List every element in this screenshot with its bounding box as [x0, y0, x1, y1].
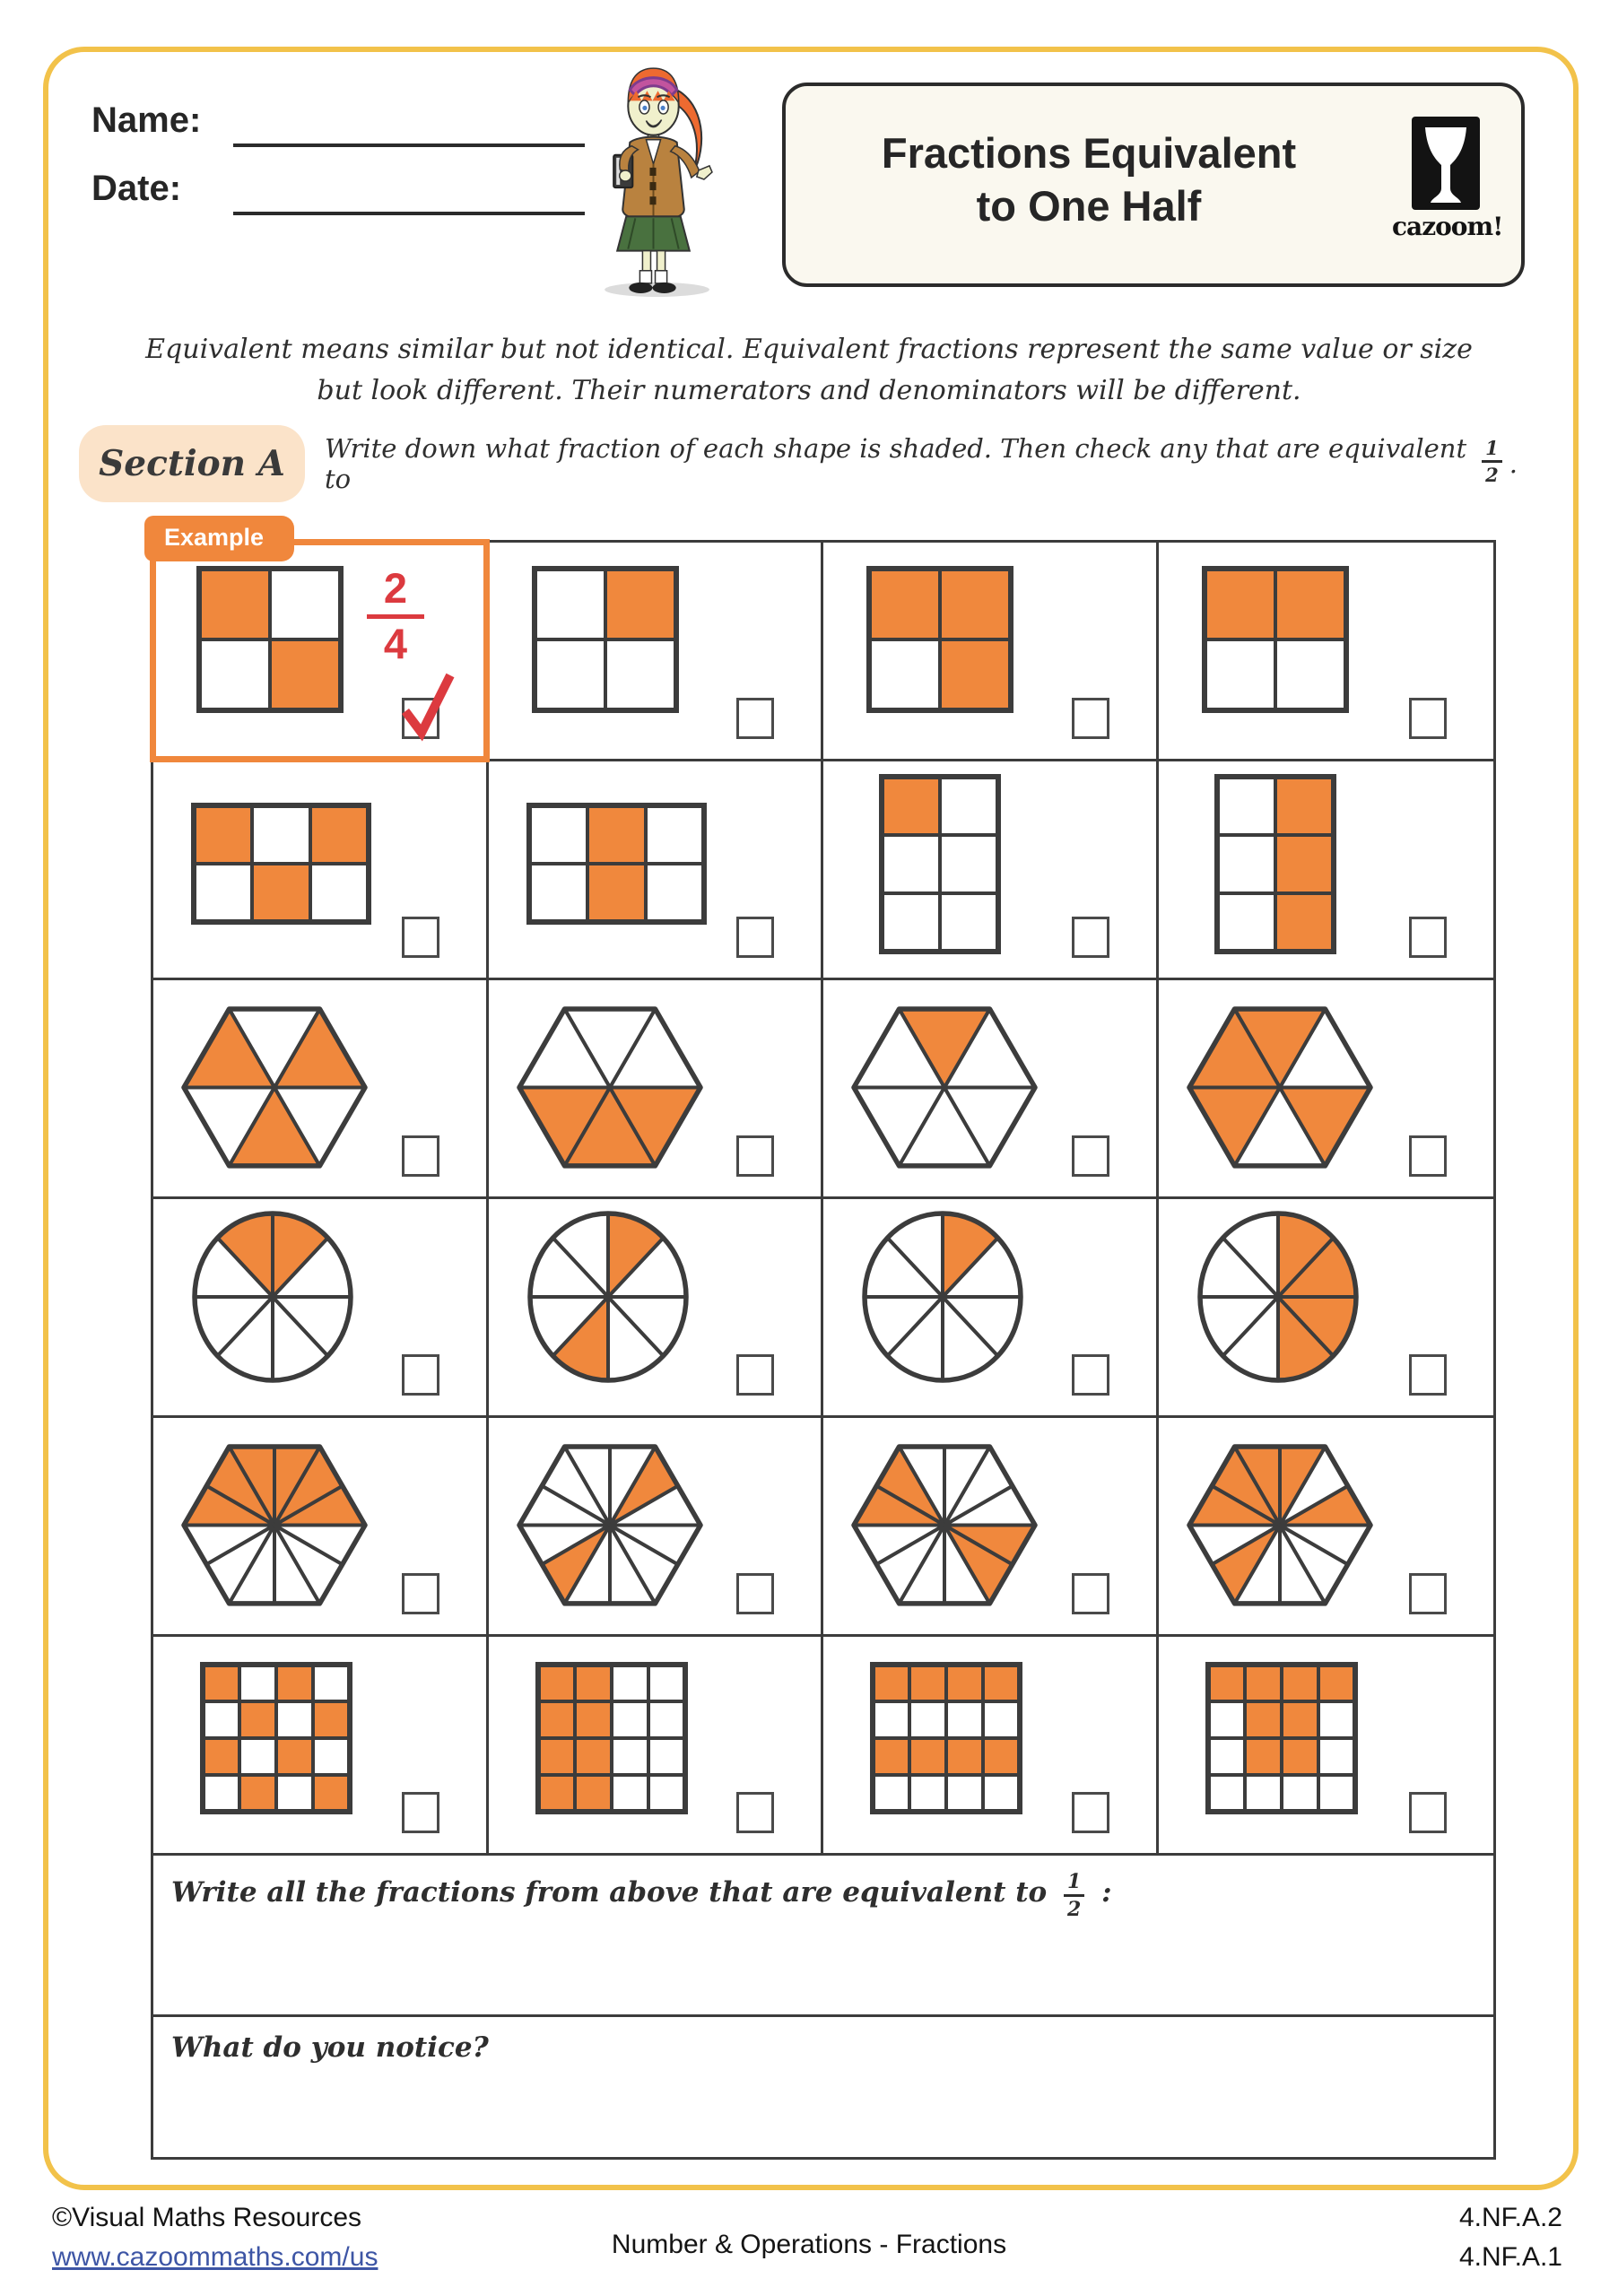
section-a-instruction	[325, 425, 1518, 502]
fraction-shape	[877, 772, 1003, 961]
fraction-shape	[1200, 564, 1351, 719]
answer-checkbox[interactable]	[736, 698, 774, 739]
shape-cell	[823, 543, 1159, 761]
answer-checkbox[interactable]	[1409, 1573, 1447, 1614]
fraction-shape	[1184, 1441, 1376, 1613]
shape-cell	[489, 543, 824, 761]
shape-cell	[1159, 761, 1494, 980]
fraction-shape	[514, 1441, 706, 1613]
footer-website-link[interactable]: www.cazoommaths.com/us	[52, 2242, 378, 2272]
section-a-label: Section A	[99, 443, 285, 484]
shape-cell	[823, 980, 1159, 1199]
answer-checkbox[interactable]	[1072, 1792, 1109, 1833]
answer-checkbox[interactable]	[1409, 1135, 1447, 1177]
shape-cell	[823, 1199, 1159, 1418]
footer-standard-1: 4.NF.A.2	[1458, 2203, 1562, 2232]
one-half-fraction: 1 2	[1482, 439, 1502, 484]
fraction-shape	[848, 1004, 1040, 1176]
fraction-shape	[525, 801, 709, 931]
shape-cell	[489, 980, 824, 1199]
shape-cell	[489, 761, 824, 980]
shape-cell	[489, 1199, 824, 1418]
shape-cell	[1159, 1637, 1494, 1856]
answer-checkbox[interactable]	[736, 1135, 774, 1177]
answer-checkbox[interactable]	[1072, 1573, 1109, 1614]
shape-cell	[1159, 543, 1494, 761]
example-cell	[153, 524, 489, 761]
fraction-shape	[1213, 772, 1338, 961]
answer-checkbox[interactable]	[1409, 1792, 1447, 1833]
answer-checkbox[interactable]	[1409, 917, 1447, 958]
check-icon	[395, 668, 461, 748]
fraction-shape	[1195, 1208, 1361, 1390]
answer-checkbox[interactable]	[736, 1792, 774, 1833]
shape-cell	[153, 1199, 489, 1418]
answer-checkbox[interactable]	[1072, 917, 1109, 958]
answer-checkbox[interactable]	[402, 917, 439, 958]
answer-checkbox[interactable]	[736, 1573, 774, 1614]
fraction-shape	[195, 564, 345, 719]
fraction-shape	[1204, 1660, 1360, 1821]
fraction-shape	[198, 1660, 354, 1821]
shape-cell	[153, 761, 489, 980]
fraction-shape	[859, 1208, 1026, 1390]
fraction-shape	[178, 1004, 370, 1176]
fraction-shape	[848, 1441, 1040, 1613]
shape-cell	[1159, 1199, 1494, 1418]
date-label: Date:	[91, 169, 182, 208]
shape-cell	[153, 1418, 489, 1637]
answer-checkbox[interactable]	[402, 1135, 439, 1177]
answer-checkbox[interactable]	[1409, 698, 1447, 739]
footer-copyright: ©Visual Maths Resources	[52, 2203, 362, 2232]
fraction-shape	[534, 1660, 690, 1821]
notice-row[interactable]	[153, 2017, 1493, 2157]
intro-text-line1: Equivalent means similar but not identical. Equivalent fractions represent the same value or size	[145, 334, 1473, 365]
answer-checkbox[interactable]	[1072, 698, 1109, 739]
footer-topic: Number & Operations - Fractions	[611, 2230, 1007, 2259]
shape-cell	[153, 1637, 489, 1856]
shape-cell	[823, 761, 1159, 980]
cazoom-logo	[1392, 117, 1503, 241]
fraction-shape	[525, 1208, 692, 1390]
fraction-shape	[178, 1441, 370, 1613]
date-blank-line[interactable]	[233, 212, 585, 215]
fraction-shape	[530, 564, 681, 719]
worksheet-table	[151, 524, 1496, 2160]
title-box	[782, 83, 1525, 287]
one-half-fraction: $\frac{1}{2}$	[1064, 1872, 1084, 1919]
cazoom-logo-text: cazoom!	[1392, 212, 1503, 241]
write-prompt-colon: :	[1101, 1876, 1112, 1909]
shape-cell	[1159, 1418, 1494, 1637]
shape-cell	[823, 1637, 1159, 1856]
fraction-shape	[514, 1004, 706, 1176]
answer-checkbox[interactable]	[1409, 1354, 1447, 1396]
shape-cell	[489, 1637, 824, 1856]
worksheet-grid	[153, 524, 1493, 1856]
answer-checkbox[interactable]	[1072, 1354, 1109, 1396]
fraction-shape	[1184, 1004, 1376, 1176]
title-line1: Fractions Equivalent	[881, 129, 1297, 177]
notice-prompt-text: What do you notice?	[171, 2031, 489, 2064]
shape-cell	[489, 1418, 824, 1637]
answer-checkbox[interactable]	[402, 1792, 439, 1833]
shape-cell	[823, 1418, 1159, 1637]
fraction-shape	[868, 1660, 1024, 1821]
instruction-period: .	[1509, 448, 1518, 479]
name-label: Name:	[91, 100, 202, 140]
title-line2: to One Half	[976, 181, 1202, 230]
fraction-shape	[189, 1208, 356, 1390]
worksheet-title	[811, 127, 1367, 233]
answer-checkbox[interactable]	[736, 917, 774, 958]
footer-standard-2: 4.NF.A.1	[1458, 2242, 1562, 2272]
shape-cell	[1159, 980, 1494, 1199]
write-prompt-text: Write all the fractions from above that are equivalent to	[171, 1876, 1048, 1909]
intro-text-line2: but look different. Their numerators and denominators will be different.	[317, 375, 1301, 406]
answer-checkbox[interactable]	[402, 1354, 439, 1396]
name-blank-line[interactable]	[233, 144, 585, 147]
student-character-illustration	[574, 56, 731, 304]
answer-checkbox[interactable]	[402, 1573, 439, 1614]
answer-checkbox[interactable]	[1072, 1135, 1109, 1177]
fraction-shape	[189, 801, 373, 931]
instruction-text: Write down what fraction of each shape is shaded. Then check any that are equivalent to	[325, 433, 1467, 494]
example-fraction: $\frac{2}{4}$	[367, 566, 424, 666]
goblet-icon	[1412, 117, 1480, 210]
shape-cell	[153, 980, 489, 1199]
write-equivalent-row[interactable]	[153, 1856, 1493, 2017]
example-tab: Example	[144, 516, 294, 561]
section-a-pill	[79, 425, 305, 502]
answer-checkbox[interactable]	[736, 1354, 774, 1396]
fraction-shape	[865, 564, 1015, 719]
